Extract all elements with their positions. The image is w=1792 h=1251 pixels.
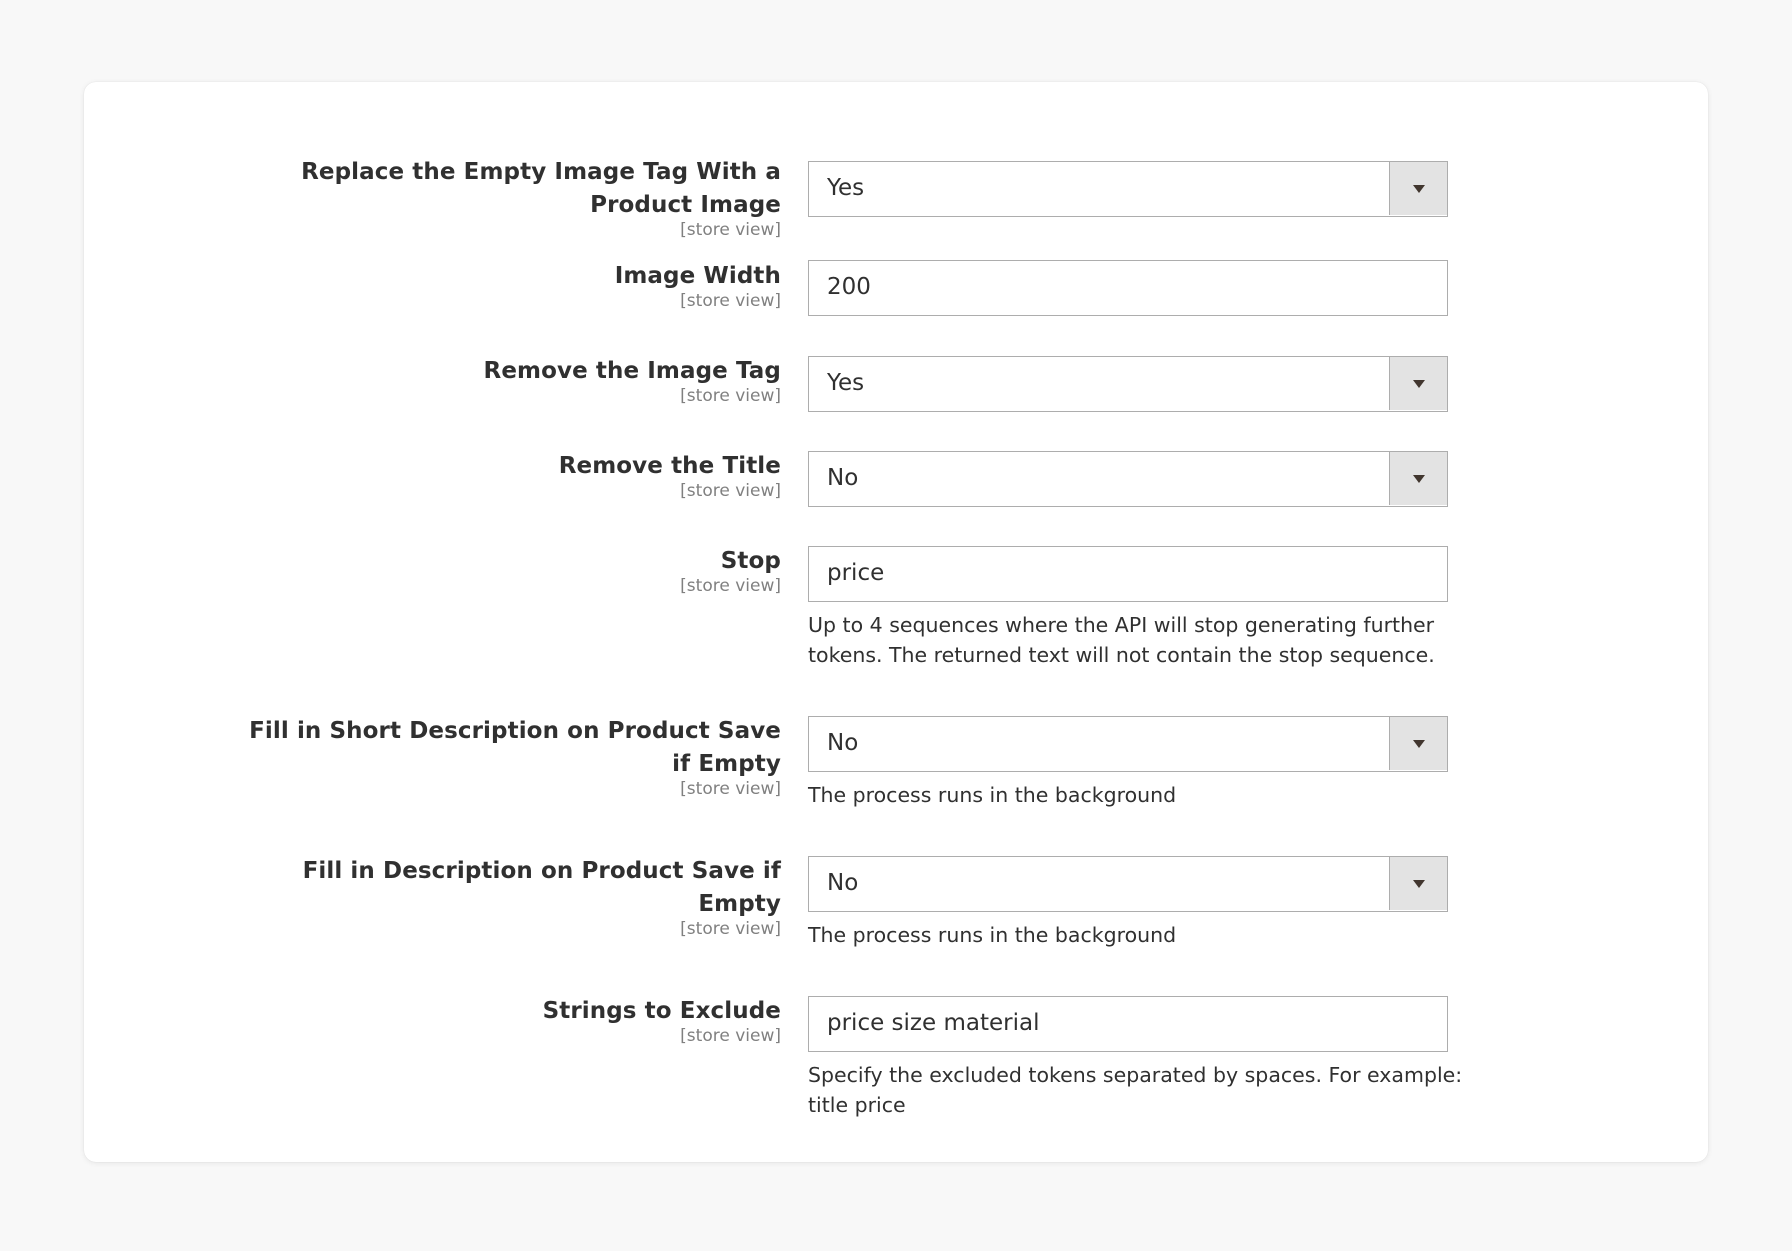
input-value: 200 [827,274,871,300]
field-label-group-stop [84,545,781,596]
select-toggle[interactable] [1389,857,1447,910]
select-toggle[interactable] [1389,162,1447,215]
field-label: Remove the Title [558,453,781,479]
remove-image-tag-select[interactable] [808,356,1448,412]
field-label-group-fill-short-description [84,715,781,799]
note-line: The process runs in the background [808,923,1177,947]
field-label-group-remove-title [84,450,781,501]
note-line: title price [808,1093,906,1117]
field-note-strings-to-exclude [808,1060,1468,1120]
scope-label: [store view] [680,481,781,501]
image-width-input[interactable] [808,260,1448,316]
select-toggle[interactable] [1389,452,1447,505]
field-label: Image Width [614,263,781,289]
chevron-down-icon [1413,740,1425,748]
select-toggle[interactable] [1389,357,1447,410]
scope-label: [store view] [680,1026,781,1046]
remove-title-select[interactable] [808,451,1448,507]
field-note-stop [808,610,1468,670]
field-label-group-replace-image [84,156,781,240]
note-line: Specify the excluded tokens separated by spaces. For example: [808,1063,1463,1087]
field-label: Empty [698,891,781,917]
field-label: if Empty [672,751,781,777]
scope-label: [store view] [680,291,781,311]
field-label-group-remove-image-tag [84,355,781,406]
scope-label: [store view] [680,779,781,799]
note-line: The process runs in the background [808,783,1177,807]
scope-label: [store view] [680,220,781,240]
note-line: tokens. The returned text will not contain the stop sequence. [808,643,1435,667]
field-label-group-fill-description [84,855,781,939]
input-value: price size material [827,1010,1040,1036]
field-label: Fill in Description on Product Save if [302,858,781,884]
field-label: Stop [720,548,781,574]
note-line: Up to 4 sequences where the API will stop generating further [808,613,1435,637]
stop-input[interactable] [808,546,1448,602]
select-value: No [827,465,859,491]
scope-label: [store view] [680,919,781,939]
field-note-fill-description [808,920,1468,950]
replace-empty-image-tag-select[interactable] [808,161,1448,217]
fill-short-description-select[interactable] [808,716,1448,772]
field-label-group-image-width [84,260,781,311]
scope-label: [store view] [680,576,781,596]
select-value: No [827,730,859,756]
field-label: Remove the Image Tag [483,358,781,384]
select-value: Yes [827,370,865,396]
field-label: Strings to Exclude [542,998,781,1024]
select-value: Yes [827,175,865,201]
chevron-down-icon [1413,185,1425,193]
select-toggle[interactable] [1389,717,1447,770]
chevron-down-icon [1413,475,1425,483]
input-value: price [827,560,885,586]
strings-to-exclude-input[interactable] [808,996,1448,1052]
chevron-down-icon [1413,880,1425,888]
scope-label: [store view] [680,386,781,406]
field-label: Product Image [590,192,781,218]
fill-description-select[interactable] [808,856,1448,912]
settings-card-content [84,82,1708,1162]
chevron-down-icon [1413,380,1425,388]
select-value: No [827,870,859,896]
field-note-fill-short-description [808,780,1468,810]
field-label-group-strings-to-exclude [84,995,781,1046]
field-label: Replace the Empty Image Tag With a [301,159,781,185]
field-label: Fill in Short Description on Product Save [249,718,781,744]
